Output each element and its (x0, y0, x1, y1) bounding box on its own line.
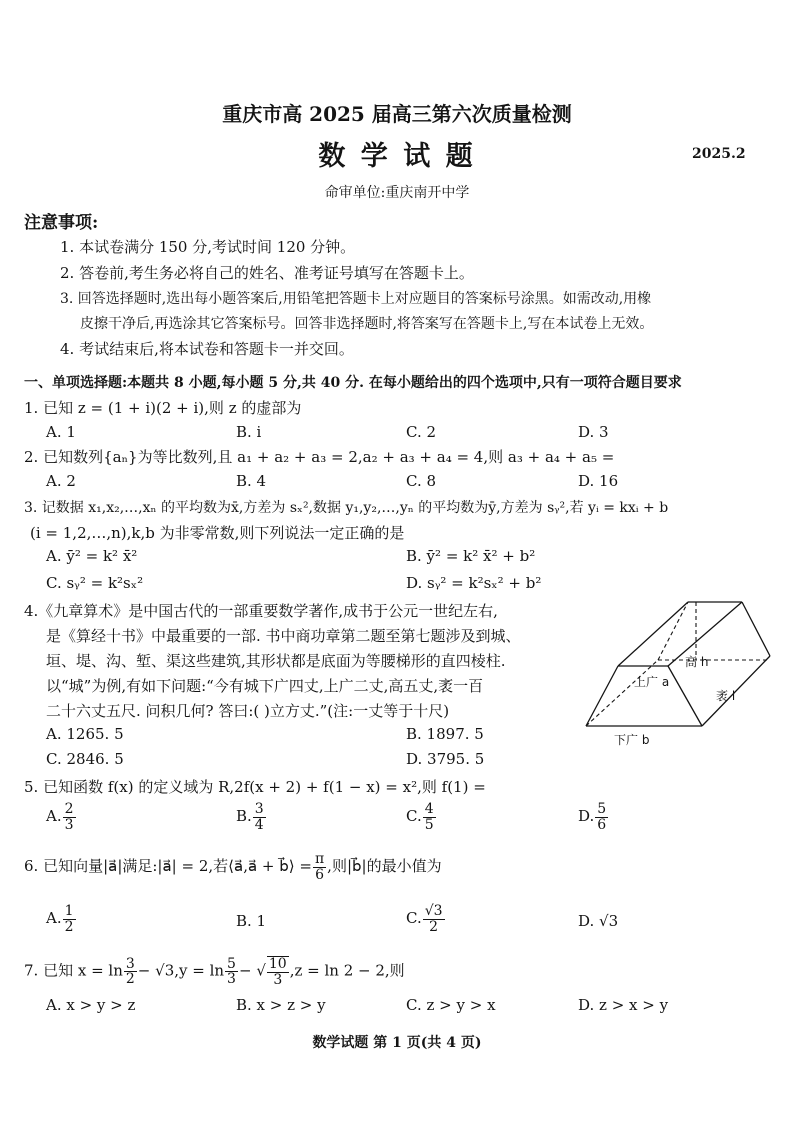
denominator: 3 (273, 971, 283, 988)
subject-title: 数 学 试 题 (318, 141, 476, 172)
section-title: 一、单项选择题:本题共 8 小题,每小题 5 分,共 40 分. 在每小题给出的四个选项中,只有一项符合题目要求 (24, 375, 682, 391)
notice-item: 4. 考试结束后,将本试卷和答题卡一并交回。 (60, 340, 354, 358)
stem-part: 7. 已知 x = ln (24, 961, 123, 980)
fraction (423, 904, 445, 934)
q5-option-a[interactable] (46, 802, 77, 832)
q2-option-d[interactable]: D. 16 (578, 472, 619, 490)
q1-option-a[interactable]: A. 1 (46, 423, 76, 441)
question-4-line: 垣、堤、沟、堑、渠这些建筑,其形状都是底面为等腰梯形的直四棱柱. (46, 652, 506, 670)
figure-length-label: 袤 l (716, 689, 736, 703)
question-5-stem: 5. 已知函数 f(x) 的定义域为 R,2f(x + 2) + f(1 − x) = x²,则 f(1) = (24, 778, 486, 796)
q6-option-d[interactable]: D. √3 (578, 912, 619, 930)
denominator: 3 (227, 971, 236, 988)
question-4-line: 以“城”为例,有如下问题:“今有城下广四丈,上广二丈,高五丈,袤一百 (46, 677, 484, 695)
q2-option-c[interactable]: C. 8 (406, 472, 437, 490)
q1-option-d[interactable]: D. 3 (578, 423, 609, 441)
numerator: π (314, 851, 325, 867)
q6-option-c[interactable] (406, 904, 446, 934)
q2-option-a[interactable]: A. 2 (46, 472, 76, 490)
figure-height-label: 高 h (685, 655, 709, 669)
fraction (63, 904, 76, 934)
denominator: 2 (125, 971, 135, 988)
question-1-stem: 1. 已知 z = (1 + i)(2 + i),则 z 的虚部为 (24, 399, 302, 417)
exam-date: 2025.2 (692, 146, 746, 162)
q3-option-a[interactable]: A. ȳ² = k² x̄² (46, 547, 138, 565)
q4-option-c[interactable]: C. 2846. 5 (46, 750, 124, 768)
question-6-stem (24, 852, 442, 882)
option-letter: A. (46, 909, 62, 928)
fraction (267, 956, 289, 987)
fraction (253, 802, 266, 832)
figure-top-label: 上广 a (634, 675, 670, 689)
q4-option-b[interactable]: B. 1897. 5 (406, 725, 484, 743)
numerator: 3 (254, 801, 264, 817)
denominator: 2 (64, 918, 74, 935)
q2-option-b[interactable]: B. 4 (236, 472, 267, 490)
numerator: √3 (424, 903, 443, 919)
numerator: 4 (424, 801, 434, 817)
q6-option-b[interactable]: B. 1 (236, 912, 267, 930)
exam-organizer: 命审单位:重庆南开中学 (324, 185, 470, 201)
numerator: 2 (64, 801, 74, 817)
fraction (423, 802, 436, 832)
stem-part: ,则|b⃗|的最小值为 (327, 857, 442, 876)
q4-option-d[interactable]: D. 3795. 5 (406, 750, 485, 768)
denominator: 2 (429, 918, 439, 935)
question-4-line: 4.《九章算术》是中国古代的一部重要数学著作,成书于公元一世纪左右, (24, 602, 498, 620)
prism-figure (578, 594, 774, 750)
denominator: 4 (254, 816, 264, 833)
numerator: 10 (268, 956, 287, 972)
question-4-line: 二十六丈五尺. 问积几何? 答曰:( )立方丈.”(注:一丈等于十尺) (46, 702, 450, 720)
numerator: 1 (64, 903, 74, 919)
q3-option-c[interactable]: C. sᵧ² = k²sₓ² (46, 574, 144, 592)
option-letter: A. (46, 807, 62, 826)
option-letter: D. (578, 807, 595, 826)
denominator: 6 (315, 866, 325, 883)
question-3-stem-cont: (i = 1,2,…,n),k,b 为非零常数,则下列说法一定正确的是 (30, 524, 405, 542)
q6-option-a[interactable] (46, 904, 77, 934)
q1-option-b[interactable]: B. i (236, 423, 262, 441)
option-letter: B. (236, 807, 252, 826)
numerator: 5 (227, 955, 236, 972)
q7-option-d[interactable]: D. z > x > y (578, 996, 669, 1014)
option-letter: C. (406, 909, 422, 928)
q4-option-a[interactable]: A. 1265. 5 (46, 725, 124, 743)
q7-option-c[interactable]: C. z > y > x (406, 996, 496, 1014)
question-4-line: 是《算经十书》中最重要的一部. 书中商功章第二题至第七题涉及到城、 (46, 627, 521, 645)
fraction (225, 957, 238, 987)
stem-part: 6. 已知向量|a⃗|满足:|a⃗| = 2,若⟨a⃗,a⃗ + b⃗⟩ = (24, 857, 312, 876)
denominator: 3 (64, 816, 74, 833)
q5-option-d[interactable] (578, 802, 609, 832)
stem-part: − (238, 961, 252, 980)
q3-option-b[interactable]: B. ȳ² = k² x̄² + b² (406, 547, 536, 565)
figure-bottom-label: 下广 b (614, 733, 650, 747)
notice-title: 注意事项: (24, 213, 99, 233)
notice-item: 皮擦干净后,再选涂其它答案标号。回答非选择题时,将答案写在答题卡上,写在本试卷上无效。 (80, 316, 654, 332)
q3-option-d[interactable]: D. sᵧ² = k²sₓ² + b² (406, 574, 542, 592)
notice-item: 3. 回答选择题时,选出每小题答案后,用铅笔把答题卡上对应题目的答案标号涂黑。如需改动,用橡 (60, 291, 652, 307)
fraction (313, 852, 326, 882)
question-3-stem: 3. 记数据 x₁,x₂,…,xₙ 的平均数为x̄,方差为 sₓ²,数据 y₁,y₂,…,yₙ 的平均数为ȳ,方差为 sᵧ²,若 yᵢ = kxᵢ + b (24, 500, 669, 516)
notice-item: 1. 本试卷满分 150 分,考试时间 120 分钟。 (60, 238, 356, 256)
question-7-stem: 7. 已知 x = ln $\frac{3}{2}$ − √3,y = ln $\frac{5}{3}$ − √ $\frac{10}{3}$ ,z = ln 2 − 2,则 (24, 955, 405, 988)
q7-option-a[interactable]: A. x > y > z (46, 996, 136, 1014)
option-letter: C. (406, 807, 422, 826)
q5-option-b[interactable] (236, 802, 267, 832)
q5-option-c[interactable] (406, 802, 437, 832)
stem-part: ,z = ln 2 − 2,则 (289, 961, 405, 980)
q7-option-b[interactable]: B. x > z > y (236, 996, 326, 1014)
denominator: 6 (597, 816, 607, 833)
page-footer: 数学试题 第 1 页(共 4 页) (312, 1035, 482, 1051)
q1-option-c[interactable]: C. 2 (406, 423, 437, 441)
notice-item: 2. 答卷前,考生务必将自己的姓名、准考证号填写在答题卡上。 (60, 264, 474, 282)
exam-title: 重庆市高 2025 届高三第六次质量检测 (222, 102, 572, 126)
numerator: 5 (597, 801, 607, 817)
question-2-stem: 2. 已知数列{aₙ}为等比数列,且 a₁ + a₂ + a₃ = 2,a₂ + a₃ + a₄ = 4,则 a₃ + a₄ + a₅ = (24, 448, 615, 466)
numerator: 3 (125, 955, 135, 972)
denominator: 5 (424, 816, 434, 833)
fraction (595, 802, 608, 832)
stem-part: − √3,y = ln (137, 961, 225, 980)
fraction (63, 802, 76, 832)
fraction (124, 957, 137, 987)
